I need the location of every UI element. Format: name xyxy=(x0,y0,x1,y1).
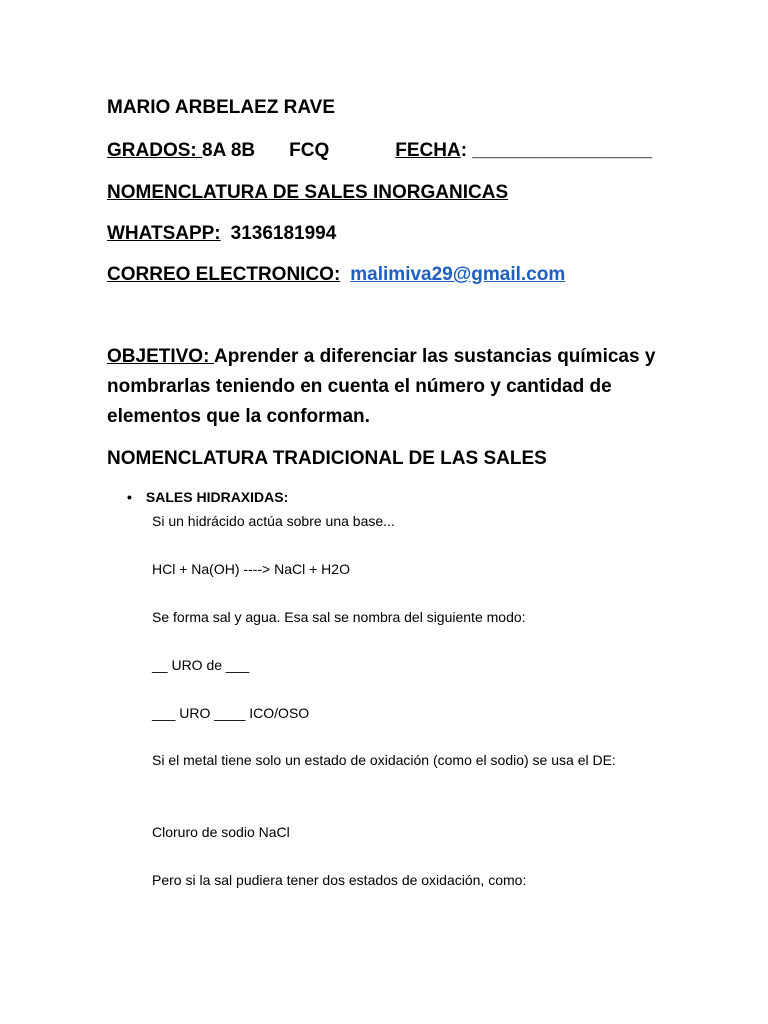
grades-line xyxy=(107,139,652,163)
bullet-symbol: • xyxy=(127,489,132,505)
author-name: MARIO ARBELAEZ RAVE xyxy=(107,97,335,118)
body-line-pattern-two: ___ URO ____ ICO/OSO xyxy=(152,705,310,721)
grades-label: GRADOS: xyxy=(107,140,202,161)
email-label: CORREO ELECTRONICO: xyxy=(107,264,341,285)
whatsapp-label: WHATSAPP: xyxy=(107,223,221,244)
grades-value: 8A 8B xyxy=(202,140,256,161)
body-line-two-states: Pero si la sal pudiera tener dos estados de oxidación, como: xyxy=(152,872,527,888)
topic-title: NOMENCLATURA DE SALES INORGANICAS xyxy=(107,182,509,203)
whatsapp-number: 3136181994 xyxy=(230,223,337,244)
body-line-example: Cloruro de sodio NaCl xyxy=(152,824,290,840)
section-title: NOMENCLATURA TRADICIONAL DE LAS SALES xyxy=(107,448,547,469)
body-line-pattern-one: __ URO de ___ xyxy=(152,657,250,673)
body-line-single-state: Si el metal tiene solo un estado de oxidación (como el sodio) se usa el DE: xyxy=(152,752,616,768)
bullet-heading: SALES HIDRAXIDAS: xyxy=(145,489,289,505)
body-line-salt-water: Se forma sal y agua. Esa sal se nombra del siguiente modo: xyxy=(152,609,526,625)
date-blank: _________________ xyxy=(472,140,652,161)
date-colon: : xyxy=(460,140,473,161)
body-line-equation: HCl + Na(OH) ----> NaCl + H2O xyxy=(152,561,350,577)
objective-paragraph xyxy=(107,342,667,432)
objective-label: OBJETIVO: xyxy=(107,346,214,367)
email-line xyxy=(107,263,565,287)
date-label: FECHA xyxy=(395,140,461,161)
subject-code: FCQ xyxy=(289,140,330,161)
whatsapp-line xyxy=(107,222,336,246)
email-link[interactable]: malimiva29@gmail.com xyxy=(350,264,566,285)
bullet-item xyxy=(127,487,288,507)
objective-text: Aprender a diferenciar las sustancias químicas y nombrarlas teniendo en cuenta el número y cantidad de elementos que la conforman. xyxy=(107,346,656,427)
body-line-intro: Si un hidrácido actúa sobre una base... xyxy=(152,513,395,529)
